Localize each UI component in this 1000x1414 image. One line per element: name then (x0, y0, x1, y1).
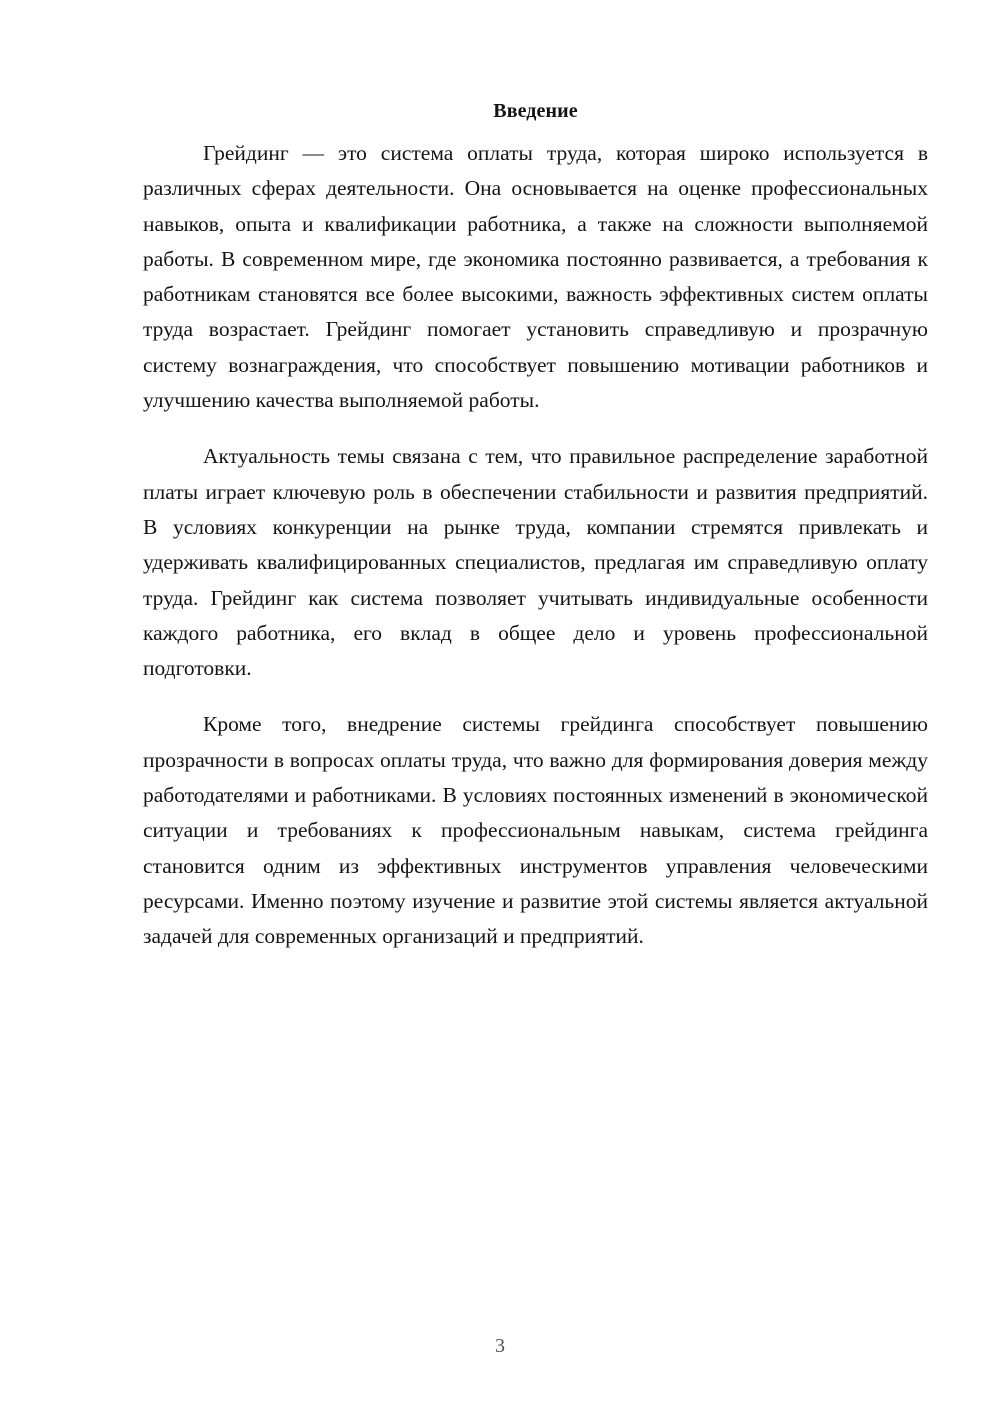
paragraph-1: Грейдинг — это система оплаты труда, которая широко используется в различных сферах деятельности. Она основывается на оценке профессиональных навыков, опыта и квалификации работника, а также на сложности выполняемой работы. В современном мире, где экономика постоянно развивается, а требования к работникам становятся все более высокими, важность эффективных систем оплаты труда возрастает. Грейдинг помогает установить справедливую и прозрачную систему вознаграждения, что способствует повышению мотивации работников и улучшению качества выполняемой работы. (143, 141, 928, 413)
paragraph-2: Актуальность темы связана с тем, что правильное распределение заработной платы играет ключевую роль в обеспечении стабильности и развития предприятий. В условиях конкуренции на рынке труда, компании стремятся привлекать и удерживать квалифицированных специалистов, предлагая им справедливую оплату труда. Грейдинг как система позволяет учитывать индивидуальные особенности каждого работника, его вклад в общее дело и уровень профессиональной подготовки. (143, 444, 928, 681)
section-title: Введение (493, 100, 578, 122)
paragraph-3: Кроме того, внедрение системы грейдинга способствует повышению прозрачности в вопросах оплаты труда, что важно для формирования доверия между работодателями и работниками. В условиях постоянных изменений в экономической ситуации и требованиях к профессиональным навыкам, система грейдинга становится одним из эффективных инструментов управления человеческими ресурсами. Именно поэтому изучение и развитие этой системы является актуальной задачей для современных организаций и предприятий. (143, 712, 928, 949)
page-number: 3 (495, 1335, 505, 1357)
page-content (143, 96, 928, 976)
